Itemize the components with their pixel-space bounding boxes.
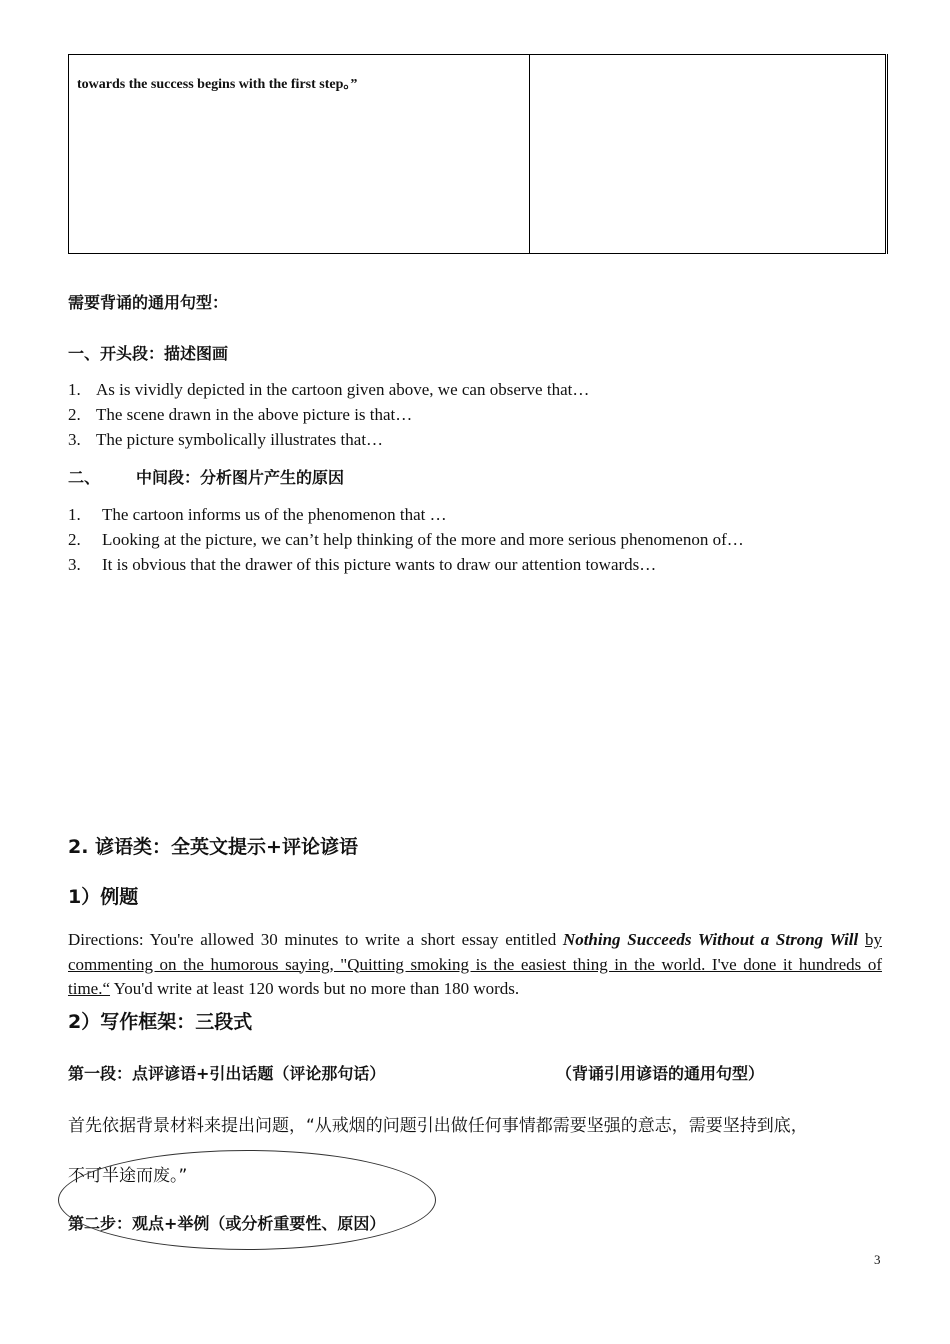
list-item: 3. It is obvious that the drawer of this picture wants to draw our attention towards… [68,555,657,574]
step2-heading: 第二步：观点+举例（或分析重要性、原因） [68,1214,386,1233]
part1-heading: 一、开头段：描述图画 [68,344,229,363]
page-number: 3 [874,1252,881,1267]
table-cell-left [69,55,530,254]
top-table [68,54,888,254]
step1-body-line1: 首先依据背景材料来提出问题，“从戒烟的问题引出做任何事情都需要坚强的意志，需要坚持到底， [68,1116,808,1136]
hand-drawn-ellipse [58,1150,436,1250]
quoted-saying: by commenting on the humorous saying, "Quitting smoking is the easiest thing in the world. I've done it hundreds of time.“ [68,930,882,998]
framework-heading: 2）写作框架：三段式 [68,1011,253,1033]
example-heading: 1）例题 [68,886,139,908]
step1-heading: 第一段：点评谚语+引出话题（评论那句话） [68,1064,386,1083]
step1-note: （背诵引用谚语的通用句型） [556,1064,765,1083]
list-item: 1. The cartoon informs us of the phenomenon that … [68,505,447,524]
essay-title: Nothing Succeeds Without a Strong Will [562,930,859,949]
step1-body-line2: 不可半途而废。” [68,1166,188,1186]
list-item: 2. Looking at the picture, we can’t help thinking of the more and more serious phenomenon of… [68,530,744,549]
section2-heading: 2. 谚语类：全英文提示+评论谚语 [68,836,358,858]
directions-paragraph: Directions: You're allowed 30 minutes to write a short essay entitled Nothing Succeeds Without a Strong Will by commenting on the humorous saying, "Quitting smoking is the easiest thing in the world. I've done it hundreds of time.“ You'd write at least 120 words but no more than 180 words. [68,930,882,998]
table-cell-text: towards the success begins with the first step。” [77,77,358,92]
table-cell-right [530,55,887,254]
common-sentences-heading: 需要背诵的通用句型： [68,293,229,312]
list-item: 3. The picture symbolically illustrates that… [68,430,384,449]
part2-heading: 二、 中间段：分析图片产生的原因 [68,468,345,487]
list-item: 1. As is vividly depicted in the cartoon given above, we can observe that… [68,380,590,399]
list-item: 2. The scene drawn in the above picture is that… [68,405,413,424]
